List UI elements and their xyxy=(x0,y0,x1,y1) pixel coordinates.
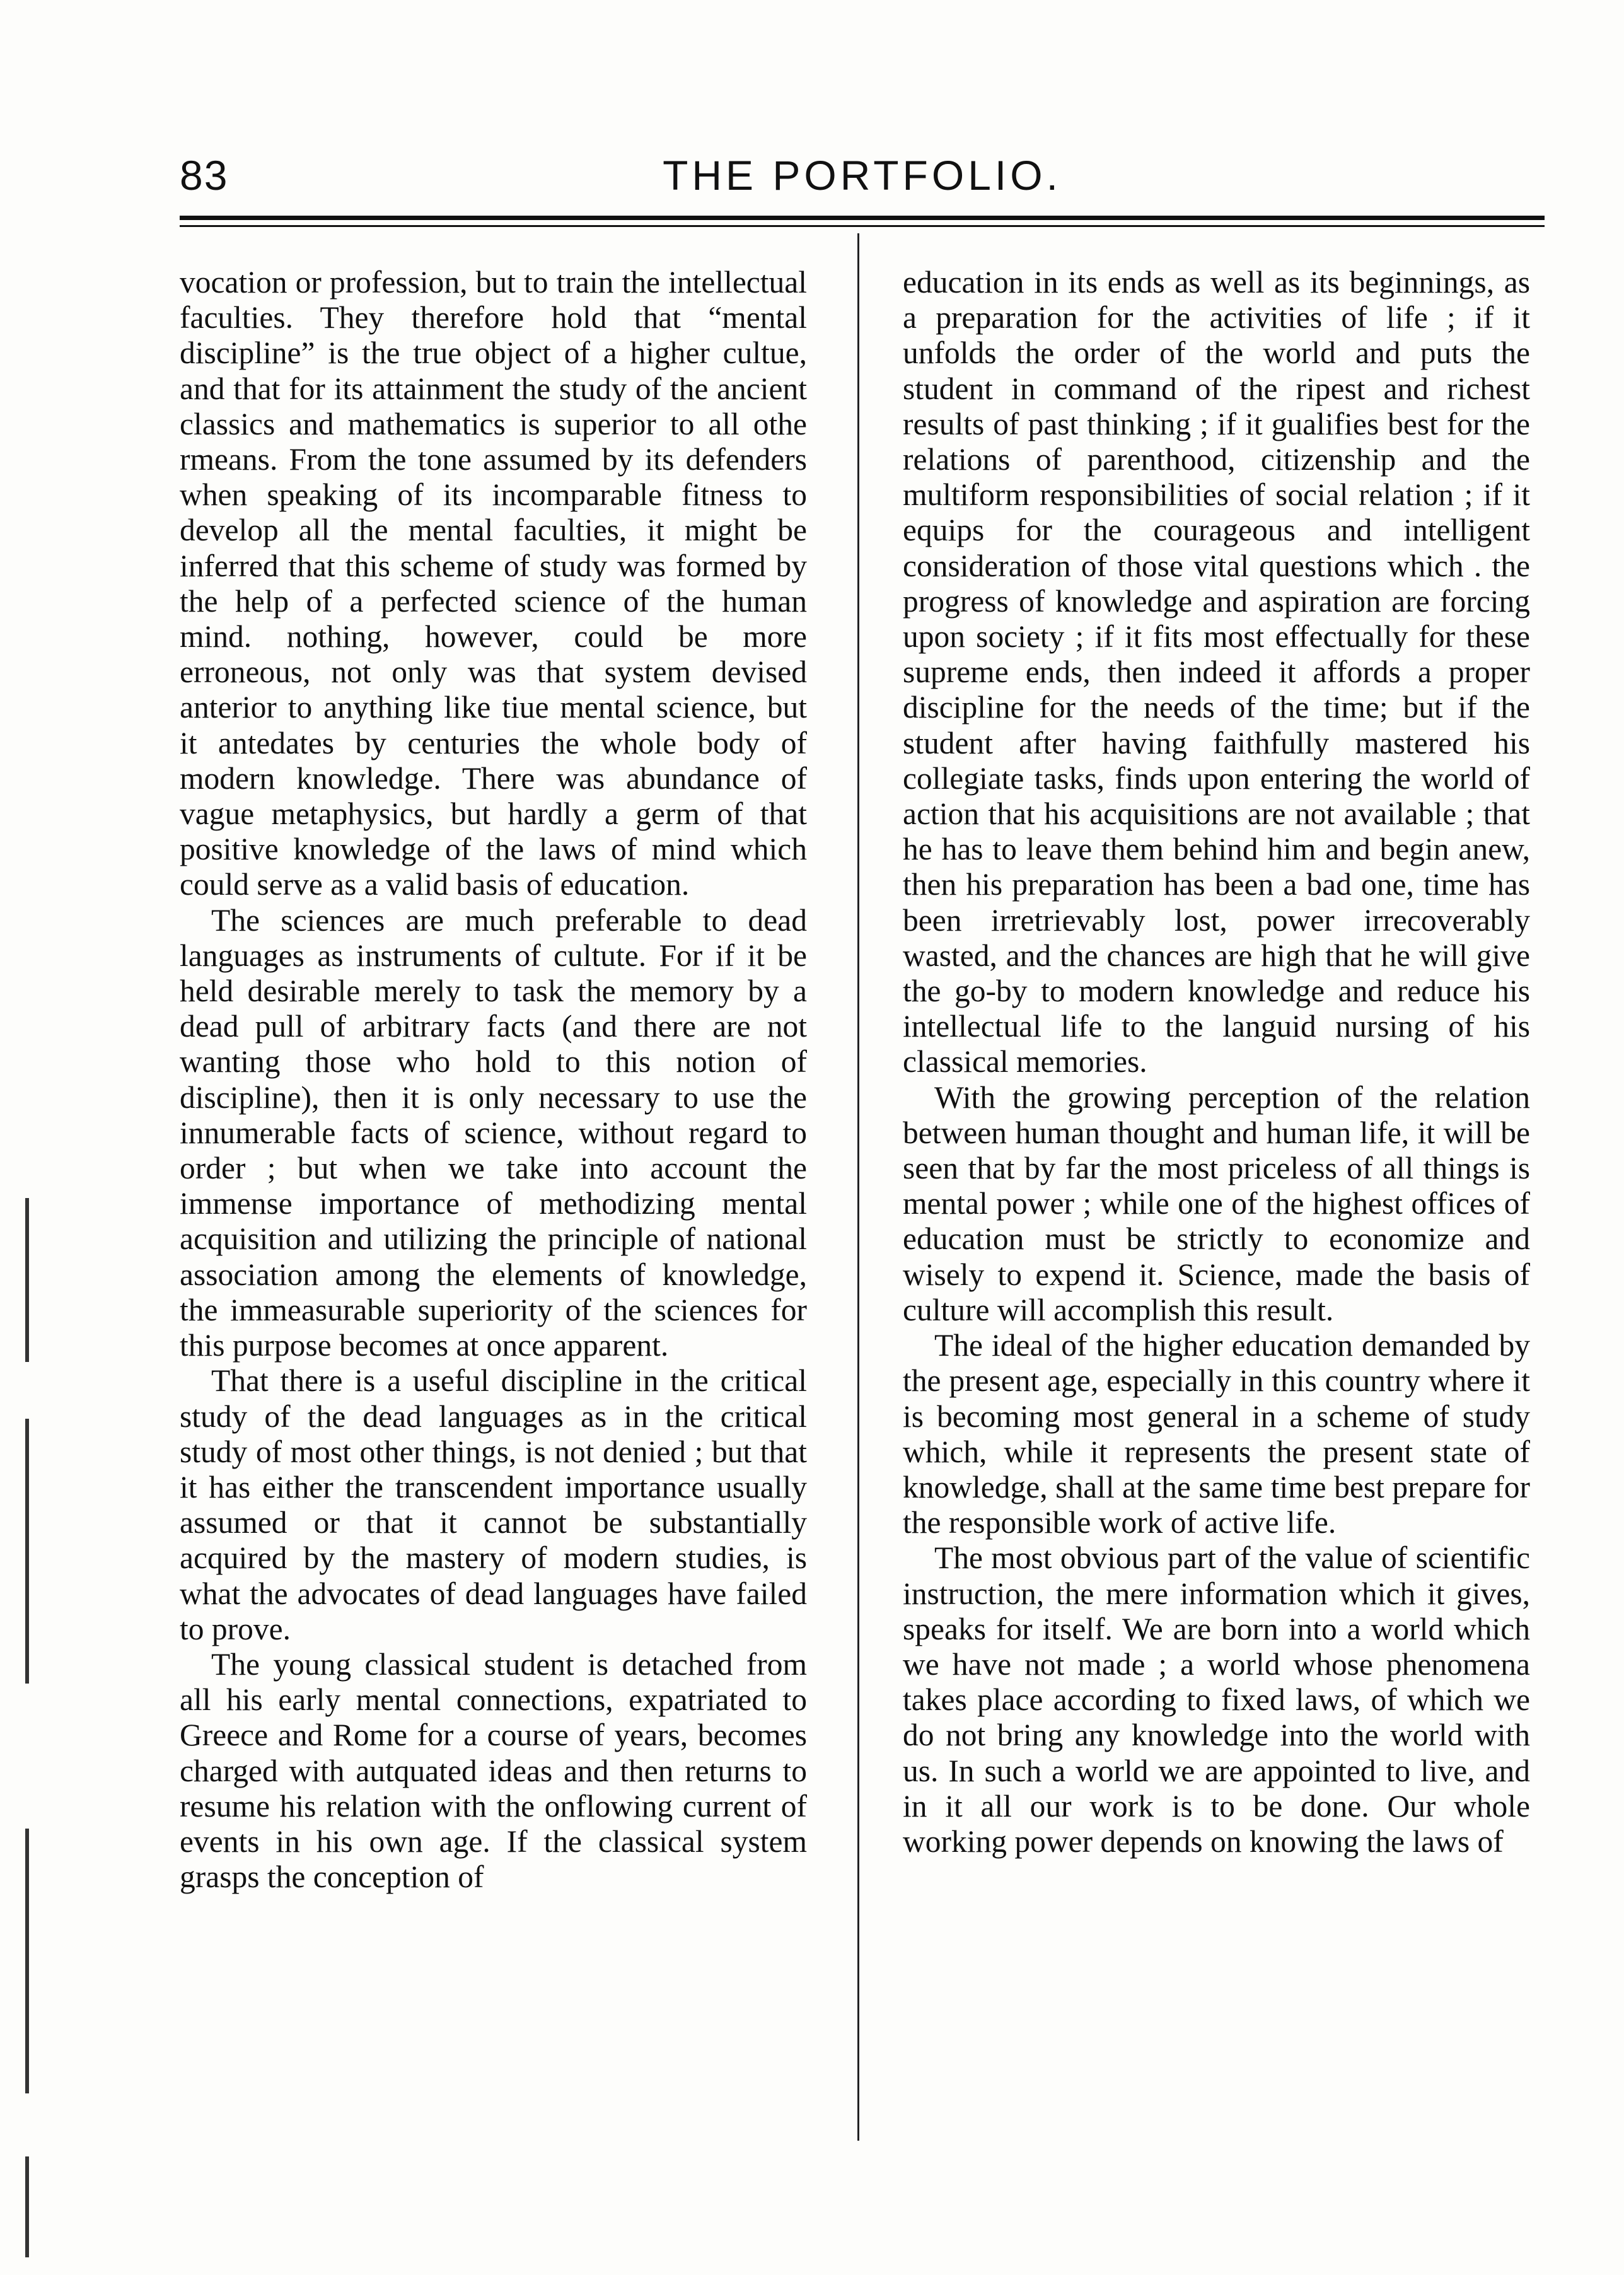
header-rule-thick xyxy=(180,216,1545,220)
paragraph: The most obvious part of the value of scientific instruction, the mere information which it gives, speaks for itself. We are born into a world which we have not made ; a world whose phenomena takes place according to fixed laws, of which we do not bring any knowledge into the world with us. In such a world we are appointed to live, and in it all our work is to be done. Our whole working power depends on knowing the laws of xyxy=(903,1540,1530,1859)
page-header xyxy=(180,151,1545,208)
margin-mark xyxy=(25,1198,29,1362)
right-column xyxy=(903,265,1530,1859)
margin-mark xyxy=(25,1829,29,2093)
paragraph: vocation or profession, but to train the intellectual faculties. They therefore hold that “mental discipline” is the true object of a higher cultue, and that for its attainment the study of the ancient classics and mathematics is superior to all othe rmeans. From the tone assumed by its defenders when speaking of its incomparable fitness to develop all the mental faculties, it might be inferred that this scheme of study was formed by the help of a perfected science of the human mind. nothing, however, could be more erroneous, not only was that system devised anterior to anything like tiue mental science, but it antedates by centuries the whole body of modern knowledge. There was abundance of vague metaphysics, but hardly a germ of that positive knowledge of the laws of mind which could serve as a valid basis of education. xyxy=(180,265,807,902)
paragraph: That there is a useful discipline in the critical study of the dead languages as in the critical study of most other things, is not denied ; but that it has either the transcendent importance usually assumed or that it cannot be substantially acquired by the mastery of modern studies, is what the advocates of dead languages have failed to prove. xyxy=(180,1363,807,1646)
running-title: THE PORTFOLIO. xyxy=(663,152,1062,199)
left-column xyxy=(180,265,807,1895)
paragraph: education in its ends as well as its beginnings, as a preparation for the activities of life ; if it unfolds the order of the world and puts the student in command of the ripest and richest results of past thinking ; if it gualifies best for the relations of parenthood, citizenship and the multiform responsibilities of social relation ; if it equips for the courageous and intelligent consideration of those vital questions which . the progress of knowledge and aspiration are forcing upon society ; if it fits most effectually for these supreme ends, then indeed it affords a proper discipline for the needs of the time; but if the student after having faithfully mastered his collegiate tasks, finds upon entering the world of action that his acquisitions are not available ; that he has to leave them behind him and begin anew, then his preparation has been a bad one, time has been irretrievably lost, power irrecoverably wasted, and the chances are high that he will give the go-by to modern knowledge and reduce his intellectual life to the languid nursing of his classical memories. xyxy=(903,265,1530,1079)
margin-mark xyxy=(25,2156,29,2257)
paragraph: The sciences are much preferable to dead languages as instruments of cultute. For if it be held desirable merely to task the memory by a dead pull of arbitrary facts (and there are not wanting those who hold to this notion of discipline), then it is only necessary to use the innumerable facts of science, without regard to order ; but when we take into account the immense importance of methodizing mental acquisition and utilizing the principle of national association among the elements of knowledge, the immeasurable superiority of the sciences for this purpose becomes at once apparent. xyxy=(180,902,807,1363)
paragraph: With the growing perception of the relation between human thought and human life, it will be seen that by far the most priceless of all things is mental power ; while one of the highest offices of education must be strictly to economize and wisely to expend it. Science, made the basis of culture will accomplish this result. xyxy=(903,1079,1530,1327)
column-divider xyxy=(857,233,859,2141)
paragraph: The young classical student is detached from all his early mental connections, expatriated to Greece and Rome for a course of years, becomes charged with autquated ideas and then returns to resume his relation with the onflowing current of events in his own age. If the classical system grasps the conception of xyxy=(180,1646,807,1895)
margin-mark xyxy=(25,1419,29,1684)
page-number: 83 xyxy=(180,152,229,199)
paragraph: The ideal of the higher education demanded by the present age, especially in this country where it is becoming most general in a scheme of study which, while it represents the present state of knowledge, shall at the same time best prepare for the responsible work of active life. xyxy=(903,1328,1530,1540)
header-rule-thin xyxy=(180,225,1545,227)
